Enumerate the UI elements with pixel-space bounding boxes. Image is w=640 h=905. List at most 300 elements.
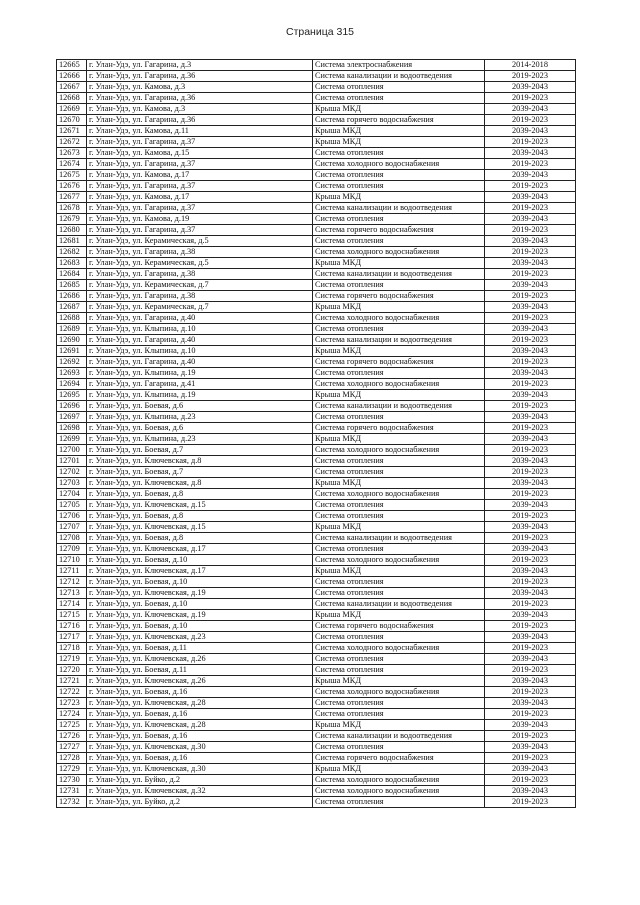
period-cell: 2019-2023 xyxy=(485,269,576,280)
address-cell: г. Улан-Удэ, ул. Клыпина, д.10 xyxy=(87,346,313,357)
address-cell: г. Улан-Удэ, ул. Гагарина, д.37 xyxy=(87,203,313,214)
row-id-cell: 12709 xyxy=(57,544,87,555)
period-cell: 2039-2043 xyxy=(485,302,576,313)
system-cell: Система горячего водоснабжения xyxy=(313,357,485,368)
address-cell: г. Улан-Удэ, ул. Гагарина, д.37 xyxy=(87,181,313,192)
table-row xyxy=(57,753,576,764)
system-cell: Система холодного водоснабжения xyxy=(313,489,485,500)
table-row xyxy=(57,588,576,599)
address-cell: г. Улан-Удэ, ул. Ключевская, д.19 xyxy=(87,588,313,599)
period-cell: 2019-2023 xyxy=(485,159,576,170)
system-cell: Система отопления xyxy=(313,654,485,665)
system-cell: Система канализации и водоотведения xyxy=(313,71,485,82)
address-cell: г. Улан-Удэ, ул. Гагарина, д.37 xyxy=(87,159,313,170)
row-id-cell: 12680 xyxy=(57,225,87,236)
period-cell: 2039-2043 xyxy=(485,104,576,115)
table-row xyxy=(57,786,576,797)
system-cell: Система отопления xyxy=(313,709,485,720)
period-cell: 2019-2023 xyxy=(485,423,576,434)
row-id-cell: 12666 xyxy=(57,71,87,82)
address-cell: г. Улан-Удэ, ул. Гагарина, д.40 xyxy=(87,313,313,324)
period-cell: 2019-2023 xyxy=(485,731,576,742)
address-cell: г. Улан-Удэ, ул. Камова, д.19 xyxy=(87,214,313,225)
table-row xyxy=(57,511,576,522)
address-cell: г. Улан-Удэ, ул. Ключевская, д.30 xyxy=(87,764,313,775)
system-cell: Система холодного водоснабжения xyxy=(313,786,485,797)
period-cell: 2039-2043 xyxy=(485,720,576,731)
address-cell: г. Улан-Удэ, ул. Буйко, д.2 xyxy=(87,775,313,786)
address-cell: г. Улан-Удэ, ул. Клыпина, д.19 xyxy=(87,368,313,379)
system-cell: Система отопления xyxy=(313,181,485,192)
period-cell: 2019-2023 xyxy=(485,247,576,258)
address-cell: г. Улан-Удэ, ул. Боевая, д.10 xyxy=(87,577,313,588)
table-row xyxy=(57,687,576,698)
address-cell: г. Улан-Удэ, ул. Боевая, д.6 xyxy=(87,423,313,434)
row-id-cell: 12720 xyxy=(57,665,87,676)
row-id-cell: 12723 xyxy=(57,698,87,709)
row-id-cell: 12732 xyxy=(57,797,87,808)
table-row xyxy=(57,346,576,357)
address-cell: г. Улан-Удэ, ул. Боевая, д.16 xyxy=(87,731,313,742)
system-cell: Система горячего водоснабжения xyxy=(313,225,485,236)
address-cell: г. Улан-Удэ, ул. Боевая, д.16 xyxy=(87,709,313,720)
row-id-cell: 12697 xyxy=(57,412,87,423)
period-cell: 2019-2023 xyxy=(485,665,576,676)
period-cell: 2019-2023 xyxy=(485,313,576,324)
table-row xyxy=(57,291,576,302)
table-row xyxy=(57,302,576,313)
address-cell: г. Улан-Удэ, ул. Керамическая, д.7 xyxy=(87,280,313,291)
system-cell: Система электроснабжения xyxy=(313,60,485,71)
system-cell: Система холодного водоснабжения xyxy=(313,775,485,786)
address-cell: г. Улан-Удэ, ул. Керамическая, д.7 xyxy=(87,302,313,313)
row-id-cell: 12722 xyxy=(57,687,87,698)
row-id-cell: 12724 xyxy=(57,709,87,720)
table-row xyxy=(57,390,576,401)
period-cell: 2014-2018 xyxy=(485,60,576,71)
address-cell: г. Улан-Удэ, ул. Гагарина, д.37 xyxy=(87,137,313,148)
table-row xyxy=(57,214,576,225)
system-cell: Крыша МКД xyxy=(313,126,485,137)
table-row xyxy=(57,379,576,390)
period-cell: 2019-2023 xyxy=(485,555,576,566)
address-cell: г. Улан-Удэ, ул. Камова, д.3 xyxy=(87,104,313,115)
address-cell: г. Улан-Удэ, ул. Боевая, д.16 xyxy=(87,753,313,764)
system-cell: Система канализации и водоотведения xyxy=(313,599,485,610)
address-cell: г. Улан-Удэ, ул. Ключевская, д.28 xyxy=(87,720,313,731)
address-cell: г. Улан-Удэ, ул. Гагарина, д.38 xyxy=(87,247,313,258)
address-cell: г. Улан-Удэ, ул. Боевая, д.11 xyxy=(87,643,313,654)
period-cell: 2039-2043 xyxy=(485,280,576,291)
address-cell: г. Улан-Удэ, ул. Ключевская, д.15 xyxy=(87,522,313,533)
period-cell: 2039-2043 xyxy=(485,192,576,203)
table-row xyxy=(57,544,576,555)
table-row xyxy=(57,236,576,247)
period-cell: 2039-2043 xyxy=(485,214,576,225)
table-row xyxy=(57,643,576,654)
period-cell: 2019-2023 xyxy=(485,225,576,236)
period-cell: 2019-2023 xyxy=(485,467,576,478)
row-id-cell: 12706 xyxy=(57,511,87,522)
table-row xyxy=(57,742,576,753)
system-cell: Крыша МКД xyxy=(313,566,485,577)
system-cell: Крыша МКД xyxy=(313,192,485,203)
table-row xyxy=(57,60,576,71)
address-cell: г. Улан-Удэ, ул. Гагарина, д.36 xyxy=(87,71,313,82)
table-row xyxy=(57,478,576,489)
row-id-cell: 12667 xyxy=(57,82,87,93)
row-id-cell: 12714 xyxy=(57,599,87,610)
table-row xyxy=(57,104,576,115)
table-row xyxy=(57,720,576,731)
row-id-cell: 12682 xyxy=(57,247,87,258)
table-row xyxy=(57,181,576,192)
row-id-cell: 12704 xyxy=(57,489,87,500)
row-id-cell: 12689 xyxy=(57,324,87,335)
system-cell: Система отопления xyxy=(313,214,485,225)
period-cell: 2039-2043 xyxy=(485,742,576,753)
system-cell: Крыша МКД xyxy=(313,522,485,533)
period-cell: 2019-2023 xyxy=(485,599,576,610)
address-cell: г. Улан-Удэ, ул. Ключевская, д.8 xyxy=(87,456,313,467)
system-cell: Система отопления xyxy=(313,698,485,709)
row-id-cell: 12713 xyxy=(57,588,87,599)
table-row xyxy=(57,434,576,445)
period-cell: 2019-2023 xyxy=(485,93,576,104)
address-cell: г. Улан-Удэ, ул. Боевая, д.10 xyxy=(87,555,313,566)
period-cell: 2019-2023 xyxy=(485,775,576,786)
system-cell: Система канализации и водоотведения xyxy=(313,401,485,412)
table-row xyxy=(57,522,576,533)
table-row xyxy=(57,489,576,500)
system-cell: Система холодного водоснабжения xyxy=(313,687,485,698)
address-cell: г. Улан-Удэ, ул. Ключевская, д.30 xyxy=(87,742,313,753)
system-cell: Система отопления xyxy=(313,412,485,423)
address-cell: г. Улан-Удэ, ул. Керамическая, д.5 xyxy=(87,258,313,269)
table-row xyxy=(57,335,576,346)
row-id-cell: 12687 xyxy=(57,302,87,313)
system-cell: Крыша МКД xyxy=(313,478,485,489)
system-cell: Система холодного водоснабжения xyxy=(313,247,485,258)
page-title: Страница 315 xyxy=(285,26,355,38)
address-cell: г. Улан-Удэ, ул. Ключевская, д.17 xyxy=(87,544,313,555)
table-row xyxy=(57,280,576,291)
row-id-cell: 12688 xyxy=(57,313,87,324)
row-id-cell: 12668 xyxy=(57,93,87,104)
table-row xyxy=(57,82,576,93)
address-cell: г. Улан-Удэ, ул. Ключевская, д.17 xyxy=(87,566,313,577)
table-row xyxy=(57,566,576,577)
table-row xyxy=(57,423,576,434)
system-cell: Система отопления xyxy=(313,797,485,808)
row-id-cell: 12673 xyxy=(57,148,87,159)
address-cell: г. Улан-Удэ, ул. Гагарина, д.38 xyxy=(87,291,313,302)
system-cell: Система отопления xyxy=(313,456,485,467)
row-id-cell: 12670 xyxy=(57,115,87,126)
system-cell: Крыша МКД xyxy=(313,764,485,775)
period-cell: 2019-2023 xyxy=(485,709,576,720)
table-row xyxy=(57,313,576,324)
table-row xyxy=(57,709,576,720)
address-cell: г. Улан-Удэ, ул. Ключевская, д.8 xyxy=(87,478,313,489)
address-cell: г. Улан-Удэ, ул. Ключевская, д.32 xyxy=(87,786,313,797)
row-id-cell: 12696 xyxy=(57,401,87,412)
system-cell: Система отопления xyxy=(313,577,485,588)
period-cell: 2039-2043 xyxy=(485,522,576,533)
period-cell: 2039-2043 xyxy=(485,390,576,401)
table-row xyxy=(57,357,576,368)
period-cell: 2019-2023 xyxy=(485,687,576,698)
address-cell: г. Улан-Удэ, ул. Боевая, д.10 xyxy=(87,599,313,610)
row-id-cell: 12700 xyxy=(57,445,87,456)
system-cell: Крыша МКД xyxy=(313,720,485,731)
system-cell: Система горячего водоснабжения xyxy=(313,753,485,764)
address-cell: г. Улан-Удэ, ул. Ключевская, д.28 xyxy=(87,698,313,709)
row-id-cell: 12695 xyxy=(57,390,87,401)
table-row xyxy=(57,93,576,104)
system-cell: Система отопления xyxy=(313,500,485,511)
system-cell: Система отопления xyxy=(313,236,485,247)
table-row xyxy=(57,621,576,632)
period-cell: 2019-2023 xyxy=(485,71,576,82)
row-id-cell: 12729 xyxy=(57,764,87,775)
system-cell: Система отопления xyxy=(313,742,485,753)
table-row xyxy=(57,577,576,588)
system-cell: Система отопления xyxy=(313,280,485,291)
period-cell: 2019-2023 xyxy=(485,489,576,500)
row-id-cell: 12690 xyxy=(57,335,87,346)
row-id-cell: 12672 xyxy=(57,137,87,148)
period-cell: 2039-2043 xyxy=(485,786,576,797)
period-cell: 2039-2043 xyxy=(485,148,576,159)
period-cell: 2039-2043 xyxy=(485,698,576,709)
system-cell: Система холодного водоснабжения xyxy=(313,643,485,654)
system-cell: Система отопления xyxy=(313,467,485,478)
row-id-cell: 12719 xyxy=(57,654,87,665)
row-id-cell: 12675 xyxy=(57,170,87,181)
system-cell: Система горячего водоснабжения xyxy=(313,115,485,126)
system-cell: Система отопления xyxy=(313,368,485,379)
period-cell: 2019-2023 xyxy=(485,797,576,808)
period-cell: 2039-2043 xyxy=(485,236,576,247)
system-cell: Система отопления xyxy=(313,324,485,335)
period-cell: 2039-2043 xyxy=(485,544,576,555)
row-id-cell: 12685 xyxy=(57,280,87,291)
period-cell: 2019-2023 xyxy=(485,753,576,764)
period-cell: 2039-2043 xyxy=(485,434,576,445)
address-cell: г. Улан-Удэ, ул. Буйко, д.2 xyxy=(87,797,313,808)
period-cell: 2039-2043 xyxy=(485,478,576,489)
register-table xyxy=(56,59,576,808)
table-row xyxy=(57,203,576,214)
system-cell: Система отопления xyxy=(313,588,485,599)
address-cell: г. Улан-Удэ, ул. Гагарина, д.37 xyxy=(87,225,313,236)
system-cell: Система отопления xyxy=(313,632,485,643)
system-cell: Система горячего водоснабжения xyxy=(313,621,485,632)
table-row xyxy=(57,71,576,82)
period-cell: 2019-2023 xyxy=(485,181,576,192)
period-cell: 2019-2023 xyxy=(485,533,576,544)
table-row xyxy=(57,137,576,148)
table-row xyxy=(57,654,576,665)
period-cell: 2019-2023 xyxy=(485,357,576,368)
address-cell: г. Улан-Удэ, ул. Боевая, д.8 xyxy=(87,489,313,500)
system-cell: Система холодного водоснабжения xyxy=(313,313,485,324)
address-cell: г. Улан-Удэ, ул. Боевая, д.8 xyxy=(87,511,313,522)
period-cell: 2039-2043 xyxy=(485,500,576,511)
period-cell: 2019-2023 xyxy=(485,621,576,632)
address-cell: г. Улан-Удэ, ул. Ключевская, д.15 xyxy=(87,500,313,511)
system-cell: Система канализации и водоотведения xyxy=(313,533,485,544)
table-row xyxy=(57,599,576,610)
table-row xyxy=(57,665,576,676)
address-cell: г. Улан-Удэ, ул. Ключевская, д.23 xyxy=(87,632,313,643)
period-cell: 2039-2043 xyxy=(485,610,576,621)
table-row xyxy=(57,445,576,456)
period-cell: 2039-2043 xyxy=(485,324,576,335)
address-cell: г. Улан-Удэ, ул. Боевая, д.7 xyxy=(87,467,313,478)
address-cell: г. Улан-Удэ, ул. Ключевская, д.19 xyxy=(87,610,313,621)
row-id-cell: 12693 xyxy=(57,368,87,379)
table-row xyxy=(57,258,576,269)
address-cell: г. Улан-Удэ, ул. Гагарина, д.40 xyxy=(87,357,313,368)
period-cell: 2039-2043 xyxy=(485,456,576,467)
row-id-cell: 12692 xyxy=(57,357,87,368)
table-row xyxy=(57,412,576,423)
row-id-cell: 12730 xyxy=(57,775,87,786)
table-row xyxy=(57,764,576,775)
system-cell: Крыша МКД xyxy=(313,676,485,687)
period-cell: 2019-2023 xyxy=(485,445,576,456)
system-cell: Система отопления xyxy=(313,665,485,676)
table-row xyxy=(57,401,576,412)
table-row xyxy=(57,797,576,808)
table-row xyxy=(57,456,576,467)
row-id-cell: 12691 xyxy=(57,346,87,357)
row-id-cell: 12676 xyxy=(57,181,87,192)
row-id-cell: 12708 xyxy=(57,533,87,544)
table-row xyxy=(57,632,576,643)
system-cell: Система отопления xyxy=(313,82,485,93)
table-row xyxy=(57,368,576,379)
row-id-cell: 12684 xyxy=(57,269,87,280)
address-cell: г. Улан-Удэ, ул. Керамическая, д.5 xyxy=(87,236,313,247)
row-id-cell: 12698 xyxy=(57,423,87,434)
row-id-cell: 12674 xyxy=(57,159,87,170)
row-id-cell: 12702 xyxy=(57,467,87,478)
table-row xyxy=(57,115,576,126)
period-cell: 2019-2023 xyxy=(485,379,576,390)
system-cell: Крыша МКД xyxy=(313,258,485,269)
row-id-cell: 12726 xyxy=(57,731,87,742)
table-row xyxy=(57,467,576,478)
period-cell: 2019-2023 xyxy=(485,511,576,522)
system-cell: Система холодного водоснабжения xyxy=(313,445,485,456)
row-id-cell: 12677 xyxy=(57,192,87,203)
address-cell: г. Улан-Удэ, ул. Гагарина, д.36 xyxy=(87,93,313,104)
table-row xyxy=(57,126,576,137)
row-id-cell: 12716 xyxy=(57,621,87,632)
row-id-cell: 12681 xyxy=(57,236,87,247)
row-id-cell: 12665 xyxy=(57,60,87,71)
system-cell: Крыша МКД xyxy=(313,434,485,445)
system-cell: Крыша МКД xyxy=(313,104,485,115)
row-id-cell: 12707 xyxy=(57,522,87,533)
table-row xyxy=(57,555,576,566)
table-row xyxy=(57,159,576,170)
period-cell: 2019-2023 xyxy=(485,335,576,346)
period-cell: 2039-2043 xyxy=(485,346,576,357)
period-cell: 2019-2023 xyxy=(485,401,576,412)
row-id-cell: 12715 xyxy=(57,610,87,621)
row-id-cell: 12725 xyxy=(57,720,87,731)
system-cell: Крыша МКД xyxy=(313,610,485,621)
table-row xyxy=(57,192,576,203)
table-row xyxy=(57,324,576,335)
period-cell: 2039-2043 xyxy=(485,368,576,379)
table-row xyxy=(57,225,576,236)
system-cell: Система холодного водоснабжения xyxy=(313,379,485,390)
period-cell: 2039-2043 xyxy=(485,676,576,687)
system-cell: Система отопления xyxy=(313,511,485,522)
row-id-cell: 12712 xyxy=(57,577,87,588)
table-row xyxy=(57,676,576,687)
table-row xyxy=(57,148,576,159)
row-id-cell: 12703 xyxy=(57,478,87,489)
period-cell: 2019-2023 xyxy=(485,137,576,148)
row-id-cell: 12705 xyxy=(57,500,87,511)
table-row xyxy=(57,698,576,709)
address-cell: г. Улан-Удэ, ул. Клыпина, д.10 xyxy=(87,324,313,335)
system-cell: Система отопления xyxy=(313,93,485,104)
period-cell: 2039-2043 xyxy=(485,412,576,423)
address-cell: г. Улан-Удэ, ул. Гагарина, д.41 xyxy=(87,379,313,390)
row-id-cell: 12686 xyxy=(57,291,87,302)
row-id-cell: 12678 xyxy=(57,203,87,214)
period-cell: 2039-2043 xyxy=(485,170,576,181)
row-id-cell: 12710 xyxy=(57,555,87,566)
address-cell: г. Улан-Удэ, ул. Гагарина, д.3 xyxy=(87,60,313,71)
address-cell: г. Улан-Удэ, ул. Камова, д.11 xyxy=(87,126,313,137)
period-cell: 2039-2043 xyxy=(485,632,576,643)
period-cell: 2039-2043 xyxy=(485,126,576,137)
system-cell: Крыша МКД xyxy=(313,302,485,313)
row-id-cell: 12717 xyxy=(57,632,87,643)
address-cell: г. Улан-Удэ, ул. Гагарина, д.38 xyxy=(87,269,313,280)
system-cell: Крыша МКД xyxy=(313,137,485,148)
address-cell: г. Улан-Удэ, ул. Боевая, д.16 xyxy=(87,687,313,698)
address-cell: г. Улан-Удэ, ул. Гагарина, д.40 xyxy=(87,335,313,346)
row-id-cell: 12669 xyxy=(57,104,87,115)
system-cell: Система канализации и водоотведения xyxy=(313,335,485,346)
address-cell: г. Улан-Удэ, ул. Гагарина, д.36 xyxy=(87,115,313,126)
address-cell: г. Улан-Удэ, ул. Камова, д.3 xyxy=(87,82,313,93)
address-cell: г. Улан-Удэ, ул. Боевая, д.7 xyxy=(87,445,313,456)
period-cell: 2019-2023 xyxy=(485,203,576,214)
table-row xyxy=(57,533,576,544)
row-id-cell: 12694 xyxy=(57,379,87,390)
row-id-cell: 12671 xyxy=(57,126,87,137)
period-cell: 2019-2023 xyxy=(485,115,576,126)
address-cell: г. Улан-Удэ, ул. Клыпина, д.23 xyxy=(87,434,313,445)
period-cell: 2039-2043 xyxy=(485,654,576,665)
row-id-cell: 12701 xyxy=(57,456,87,467)
period-cell: 2019-2023 xyxy=(485,577,576,588)
system-cell: Система холодного водоснабжения xyxy=(313,159,485,170)
address-cell: г. Улан-Удэ, ул. Камова, д.15 xyxy=(87,148,313,159)
address-cell: г. Улан-Удэ, ул. Клыпина, д.23 xyxy=(87,412,313,423)
address-cell: г. Улан-Удэ, ул. Ключевская, д.26 xyxy=(87,676,313,687)
